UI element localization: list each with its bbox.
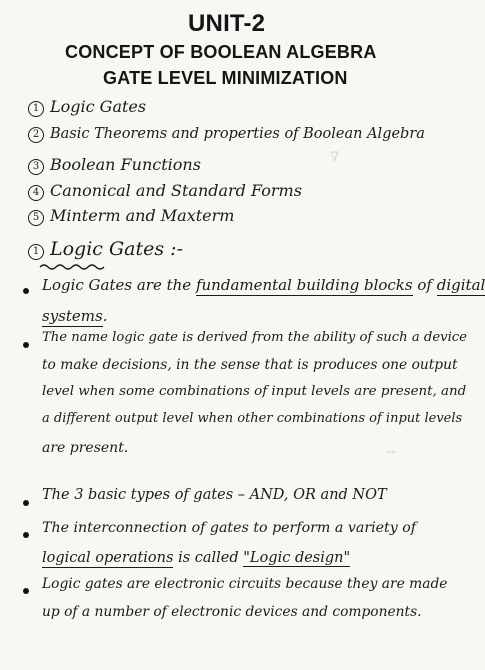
topic-text: Minterm and Maxterm	[50, 206, 235, 225]
bullet-dot	[23, 288, 29, 294]
text-span: Logic Gates are the	[42, 276, 192, 294]
topic-item	[28, 181, 302, 201]
topic-text: Logic Gates	[50, 97, 147, 116]
bullet-dot	[23, 500, 29, 506]
bullet-dot	[23, 588, 29, 594]
bleed-through-mark: ∇	[330, 150, 340, 165]
bullet-1-line	[42, 307, 107, 325]
topic-number: 3	[28, 159, 44, 175]
bullet-5-line: Logic gates are electronic circuits because they are made	[42, 576, 448, 592]
bullet-2-line: level when some combinations of input levels are present, and	[42, 384, 467, 399]
topic-item	[28, 97, 146, 117]
bullet-3-line: The 3 basic types of gates – AND, OR and NOT	[42, 487, 387, 503]
bullet-dot	[23, 532, 29, 538]
underlined-term: fundamental building blocks	[195, 276, 413, 294]
topic-number: 4	[28, 185, 44, 201]
chapter-subtitle: GATE LEVEL MINIMIZATION	[103, 68, 348, 88]
topic-text: Basic Theorems and properties of Boolean Algebra	[50, 126, 425, 142]
underlined-term: digital	[436, 276, 485, 294]
bleed-through-mark: →	[385, 445, 396, 460]
topic-text: Boolean Functions	[50, 155, 201, 174]
bullet-2-line: a different output level when other combinations of input levels	[42, 411, 463, 426]
topic-number: 1	[28, 101, 44, 117]
topic-item	[28, 126, 425, 143]
unit-title: UNIT-2	[188, 10, 266, 37]
underlined-term: logical operations	[42, 550, 174, 566]
chapter-title: CONCEPT OF BOOLEAN ALGEBRA	[65, 42, 377, 62]
section-heading	[28, 238, 183, 260]
topic-text: Canonical and Standard Forms	[50, 181, 302, 200]
bullet-2-line: are present.	[42, 440, 129, 456]
text-span: is called	[178, 550, 239, 566]
underlined-term: systems	[42, 307, 103, 325]
bullet-5-line: up of a number of electronic devices and components.	[42, 604, 422, 620]
text-span: of	[417, 276, 432, 294]
text-span: .	[102, 307, 108, 325]
quoted-term: "Logic design"	[243, 550, 351, 566]
topic-item	[28, 206, 234, 226]
bullet-4-line	[42, 550, 350, 566]
section-number: 1	[28, 244, 44, 260]
wavy-underline	[40, 263, 104, 271]
section-title: Logic Gates	[50, 238, 165, 260]
bullet-2-line: to make decisions, in the sense that is produces one output	[42, 357, 458, 373]
topic-number: 5	[28, 210, 44, 226]
topic-number: 2	[28, 127, 44, 143]
topic-item	[28, 155, 201, 175]
bullet-dot	[23, 342, 29, 348]
section-suffix: :-	[170, 238, 183, 260]
bullet-4-line: The interconnection of gates to perform a variety of	[42, 520, 417, 536]
bullet-2-line: The name logic gate is derived from the ability of such a device	[42, 330, 467, 345]
bullet-1-line	[42, 276, 485, 294]
